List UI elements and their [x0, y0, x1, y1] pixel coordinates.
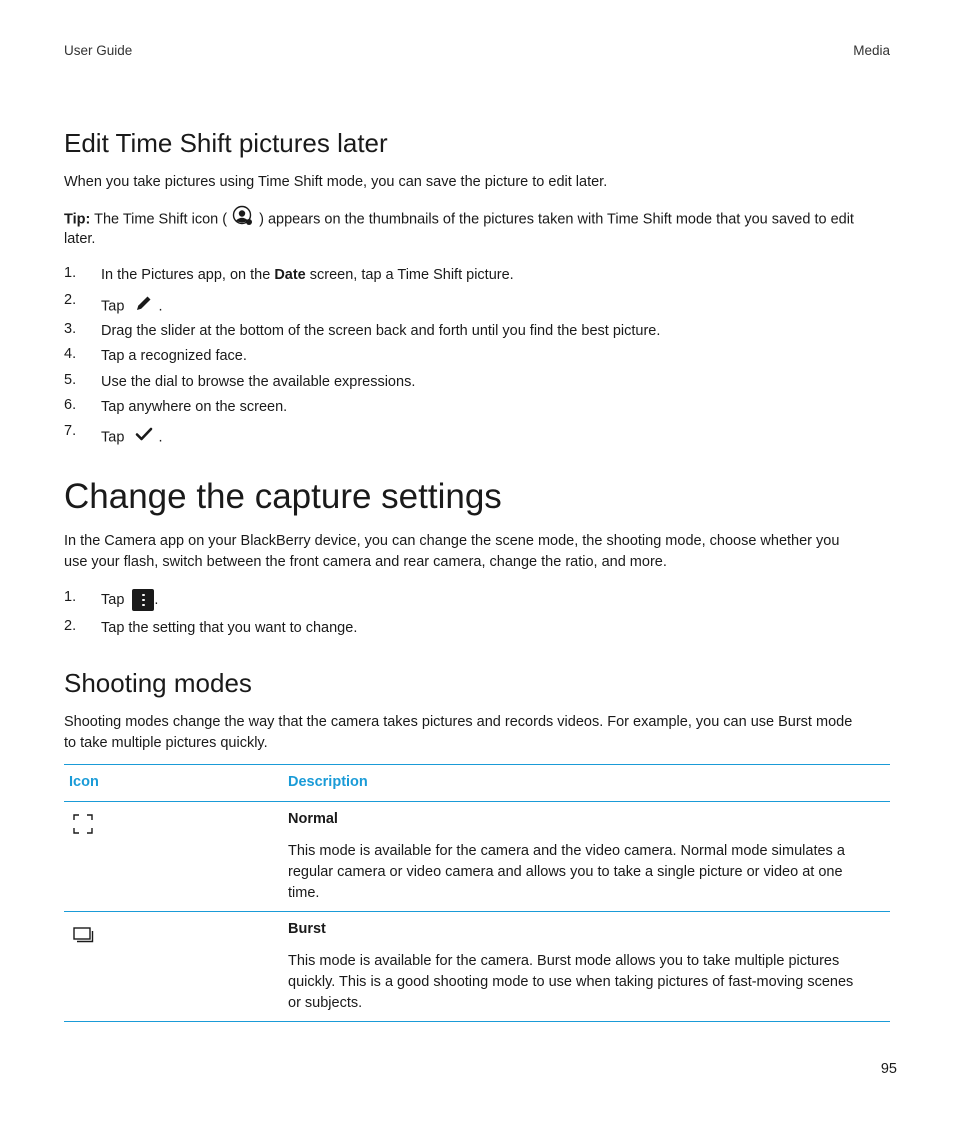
burst-mode-icon: [73, 926, 95, 949]
table-row-mode-name: Normal: [288, 811, 338, 827]
step-number: 7.: [64, 423, 77, 439]
step-number: 4.: [64, 346, 77, 362]
table-header-description: Description: [288, 774, 368, 790]
table-row-description-line: or subjects.: [288, 995, 363, 1011]
date-screen-label: Date: [274, 267, 306, 283]
table-row-mode-name: Burst: [288, 921, 326, 937]
step-4: Tap a recognized face.: [101, 348, 247, 364]
step-1: In the Pictures app, on the Date screen, tap a Time Shift picture.: [101, 267, 514, 283]
page-number: 95: [880, 1061, 897, 1077]
capture-step-2: Tap the setting that you want to change.: [101, 620, 358, 636]
table-row-description-line: time.: [288, 885, 320, 901]
tip-paragraph: [64, 205, 894, 234]
pencil-icon: [134, 293, 154, 320]
section-intro-line: use your flash, switch between the front camera and rear camera, change the ratio, and more.: [64, 554, 667, 570]
table-row-description-line: quickly. This is a good shooting mode to use when taking pictures of fast-moving scenes: [288, 974, 854, 990]
tip-paragraph-wrap: later.: [64, 231, 96, 247]
section-intro: When you take pictures using Time Shift mode, you can save the picture to edit later.: [64, 174, 608, 190]
table-top-rule: [64, 764, 890, 765]
normal-mode-icon: [73, 814, 93, 839]
section-title-capture-settings: Change the capture settings: [64, 477, 502, 516]
tip-text-before: The Time Shift icon (: [94, 211, 228, 228]
step-5: Use the dial to browse the available expressions.: [101, 374, 416, 390]
step-number: 3.: [64, 321, 77, 337]
step-number: 2.: [64, 618, 77, 634]
running-header-left: User Guide: [64, 43, 133, 58]
table-row-description-line: This mode is available for the camera and the video camera. Normal mode simulates a: [288, 843, 845, 859]
step-6: Tap anywhere on the screen.: [101, 399, 288, 415]
step-number: 5.: [64, 372, 77, 388]
section-intro-line: Shooting modes change the way that the camera takes pictures and records videos. For example, you can use Burst mode: [64, 714, 853, 730]
step-number: 2.: [64, 292, 77, 308]
table-row-description-line: This mode is available for the camera. Burst mode allows you to take multiple pictures: [288, 953, 840, 969]
checkmark-icon: [134, 424, 154, 451]
table-bottom-rule: [64, 1021, 890, 1022]
section-intro-line: to take multiple pictures quickly.: [64, 735, 268, 751]
section-intro-line: In the Camera app on your BlackBerry device, you can change the scene mode, the shooting mode, choose whether you: [64, 533, 840, 549]
time-shift-icon: [232, 205, 254, 234]
capture-step-1: Tap .: [101, 589, 158, 611]
table-header-rule: [64, 801, 890, 802]
step-number: 1.: [64, 589, 77, 605]
step-3: Drag the slider at the bottom of the screen back and forth until you find the best picture.: [101, 323, 661, 339]
step-number: 6.: [64, 397, 77, 413]
running-header-right: Media: [853, 43, 890, 58]
more-options-icon: [132, 589, 154, 611]
table-header-icon: Icon: [69, 774, 99, 790]
table-row-rule: [64, 911, 890, 912]
section-title-shooting-modes: Shooting modes: [64, 668, 252, 698]
tip-text-after: ) appears on the thumbnails of the pictures taken with Time Shift mode that you saved to edit: [259, 211, 854, 228]
step-number: 1.: [64, 265, 77, 281]
step-2: Tap .: [101, 293, 162, 320]
tip-label: Tip:: [64, 211, 91, 228]
step-7: Tap .: [101, 424, 162, 451]
table-row-description-line: regular camera or video camera and allows you to take a single picture or video at one: [288, 864, 843, 880]
section-title-edit-time-shift: Edit Time Shift pictures later: [64, 128, 388, 158]
